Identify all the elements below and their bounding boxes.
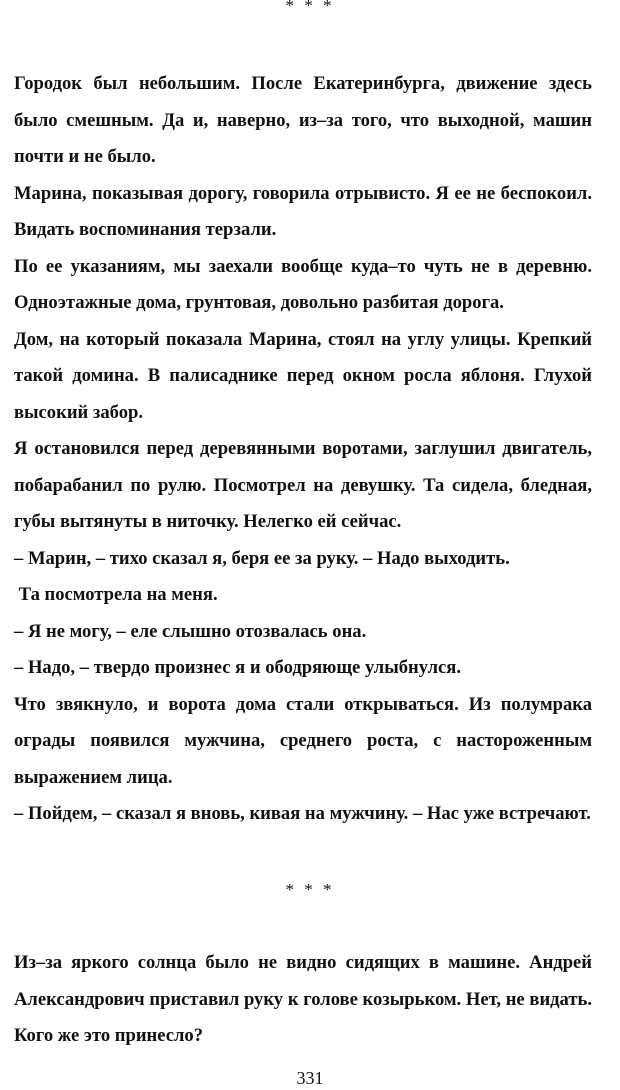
paragraph: – Пойдем, – сказал я вновь, кивая на мужчину. – Нас уже встречают. (14, 803, 591, 824)
section-separator-top: * * * (285, 0, 335, 15)
text-block-1 (14, 66, 592, 833)
paragraph: – Я не могу, – еле слышно отозвалась она. (14, 620, 367, 642)
paragraph: Из–за яркого солнца было не видно сидящих в машине. Андрей Александрович приставил руку к голове козырьком. Нет, не видать. Кого же это принесло? (14, 952, 592, 1046)
paragraph: Марина, показывая дорогу, говорила отрывисто. Я ее не беспокоил. Видать воспоминания терзали. (14, 182, 592, 240)
section-separator-middle: * * * (285, 880, 335, 899)
paragraph: По ее указаниям, мы заехали вообще куда–то чуть не в деревню. Одноэтажные дома, грунтовая, довольно разбитая дорога. (14, 255, 592, 313)
paragraph: Дом, на который показала Марина, стоял на углу улицы. Крепкий такой домина. В палисаднике перед окном росла яблоня. Глухой высокий забор. (14, 328, 592, 423)
paragraph: Я остановился перед деревянными воротами, заглушил двигатель, побарабанил по рулю. Посмотрел на девушку. Та сидела, бледная, губы вытянуты в ниточку. Нелегко ей сейчас. (14, 438, 592, 532)
paragraph: Та посмотрела на меня. (14, 584, 218, 605)
paragraph: Что звякнуло, и ворота дома стали открываться. Из полумрака ограды появился мужчина, среднего роста, с настороженным выражением лица. (14, 693, 592, 788)
paragraph: – Марин, – тихо сказал я, беря ее за руку. – Надо выходить. (14, 547, 510, 569)
page-number: 331 (296, 1068, 324, 1088)
paragraph: Городок был небольшим. После Екатеринбурга, движение здесь было смешным. Да и, наверно, из–за того, что выходной, машин почти и не было. (14, 73, 592, 167)
paragraph: – Надо, – твердо произнес я и ободряюще улыбнулся. (14, 657, 461, 678)
text-block-2 (14, 945, 592, 1055)
